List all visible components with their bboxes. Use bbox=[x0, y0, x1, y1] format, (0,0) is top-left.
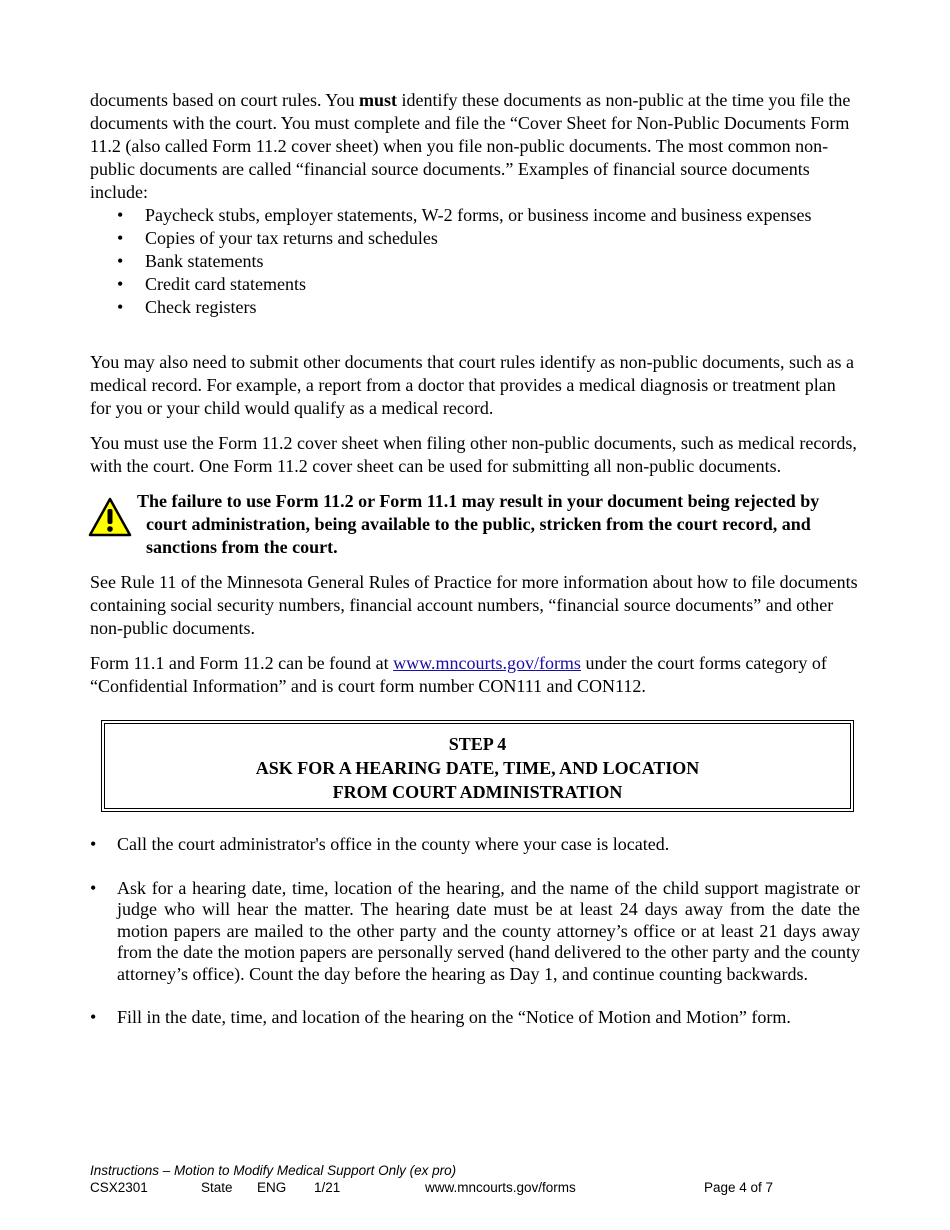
footer-state: State bbox=[201, 1180, 233, 1195]
step-4-instructions-list bbox=[90, 834, 860, 1029]
list-item: • Bank statements bbox=[90, 250, 860, 273]
list-item: • Call the court administrator's office in the county where your case is located. bbox=[90, 834, 860, 856]
warning-line-1: The failure to use Form 11.2 or Form 11.1 may result in your document being rejected by bbox=[137, 491, 820, 511]
other-documents-paragraph: You may also need to submit other documents that court rules identify as non-public documents, such as a medical record. For example, a report from a doctor that provides a medical diagnosis or treatment plan for you or your child would qualify as a medical record. bbox=[90, 352, 855, 418]
footer-date: 1/21 bbox=[314, 1180, 341, 1195]
footer-url: www.mncourts.gov/forms bbox=[425, 1180, 576, 1195]
list-item: • Ask for a hearing date, time, location of the hearing, and the name of the child support magistrate or judge who will hear the matter. The hearing date must be at least 24 days away from the date the motion papers are mailed to the other party and the county attorney’s office or at least 21 days away from the date the motion papers are personally served (hand delivered to the other party and the county attorney’s office). Count the day before the hearing as Day 1, and continue counting backwards. bbox=[90, 878, 860, 986]
warning-notice bbox=[90, 490, 860, 559]
forms-location-paragraph: Form 11.1 and Form 11.2 can be found at www.mncourts.gov/forms under the court forms category of “Confidential Information” and is court form number CON111 and CON112. bbox=[90, 653, 827, 696]
footer-language: ENG bbox=[257, 1180, 287, 1195]
list-item: • Fill in the date, time, and location of the hearing on the “Notice of Motion and Motion” form. bbox=[90, 1007, 860, 1029]
step-4-heading-box bbox=[101, 720, 854, 812]
cover-sheet-paragraph: You must use the Form 11.2 cover sheet when filing other non-public documents, such as medical records, with the court. One Form 11.2 cover sheet can be used for submitting all non-public documents. bbox=[90, 433, 857, 476]
financial-documents-list bbox=[90, 204, 860, 319]
list-item: • Paycheck stubs, employer statements, W-2 forms, or business income and business expenses bbox=[90, 204, 860, 227]
intro-paragraph: documents based on court rules. You must identify these documents as non-public at the time you file the documents with the court. You must complete and file the “Cover Sheet for Non-Public Documents Form 11.2 (also called Form 11.2 cover sheet) when you file non-public documents. The most common non-public documents are called “financial source documents.” Examples of financial source documents include: bbox=[90, 90, 851, 202]
step-title-line-1: ASK FOR A HEARING DATE, TIME, AND LOCATION bbox=[255, 758, 700, 778]
document-body bbox=[90, 89, 860, 1029]
step-title-line-2: FROM COURT ADMINISTRATION bbox=[332, 782, 623, 802]
list-item: • Copies of your tax returns and schedules bbox=[90, 227, 860, 250]
footer-title: Instructions – Motion to Modify Medical Support Only (ex pro) bbox=[90, 1163, 457, 1178]
must-emphasis: must bbox=[358, 90, 397, 110]
mncourts-forms-link[interactable]: www.mncourts.gov/forms bbox=[393, 653, 581, 673]
footer-page-number: Page 4 of 7 bbox=[704, 1180, 774, 1195]
warning-line-3: sanctions from the court. bbox=[146, 537, 338, 557]
page-footer bbox=[90, 1162, 850, 1196]
list-item: • Credit card statements bbox=[90, 273, 860, 296]
step-number: STEP 4 bbox=[448, 734, 507, 754]
list-item: • Check registers bbox=[90, 296, 860, 319]
warning-line-2: court administration, being available to the public, stricken from the court record, and bbox=[146, 514, 811, 534]
footer-meta-row bbox=[90, 1179, 850, 1196]
footer-form-code: CSX2301 bbox=[90, 1180, 148, 1195]
warning-triangle-icon bbox=[88, 497, 132, 537]
rule-11-paragraph: See Rule 11 of the Minnesota General Rules of Practice for more information about how to file documents containing social security numbers, financial account numbers, “financial source documents” and other non-public documents. bbox=[90, 572, 858, 638]
